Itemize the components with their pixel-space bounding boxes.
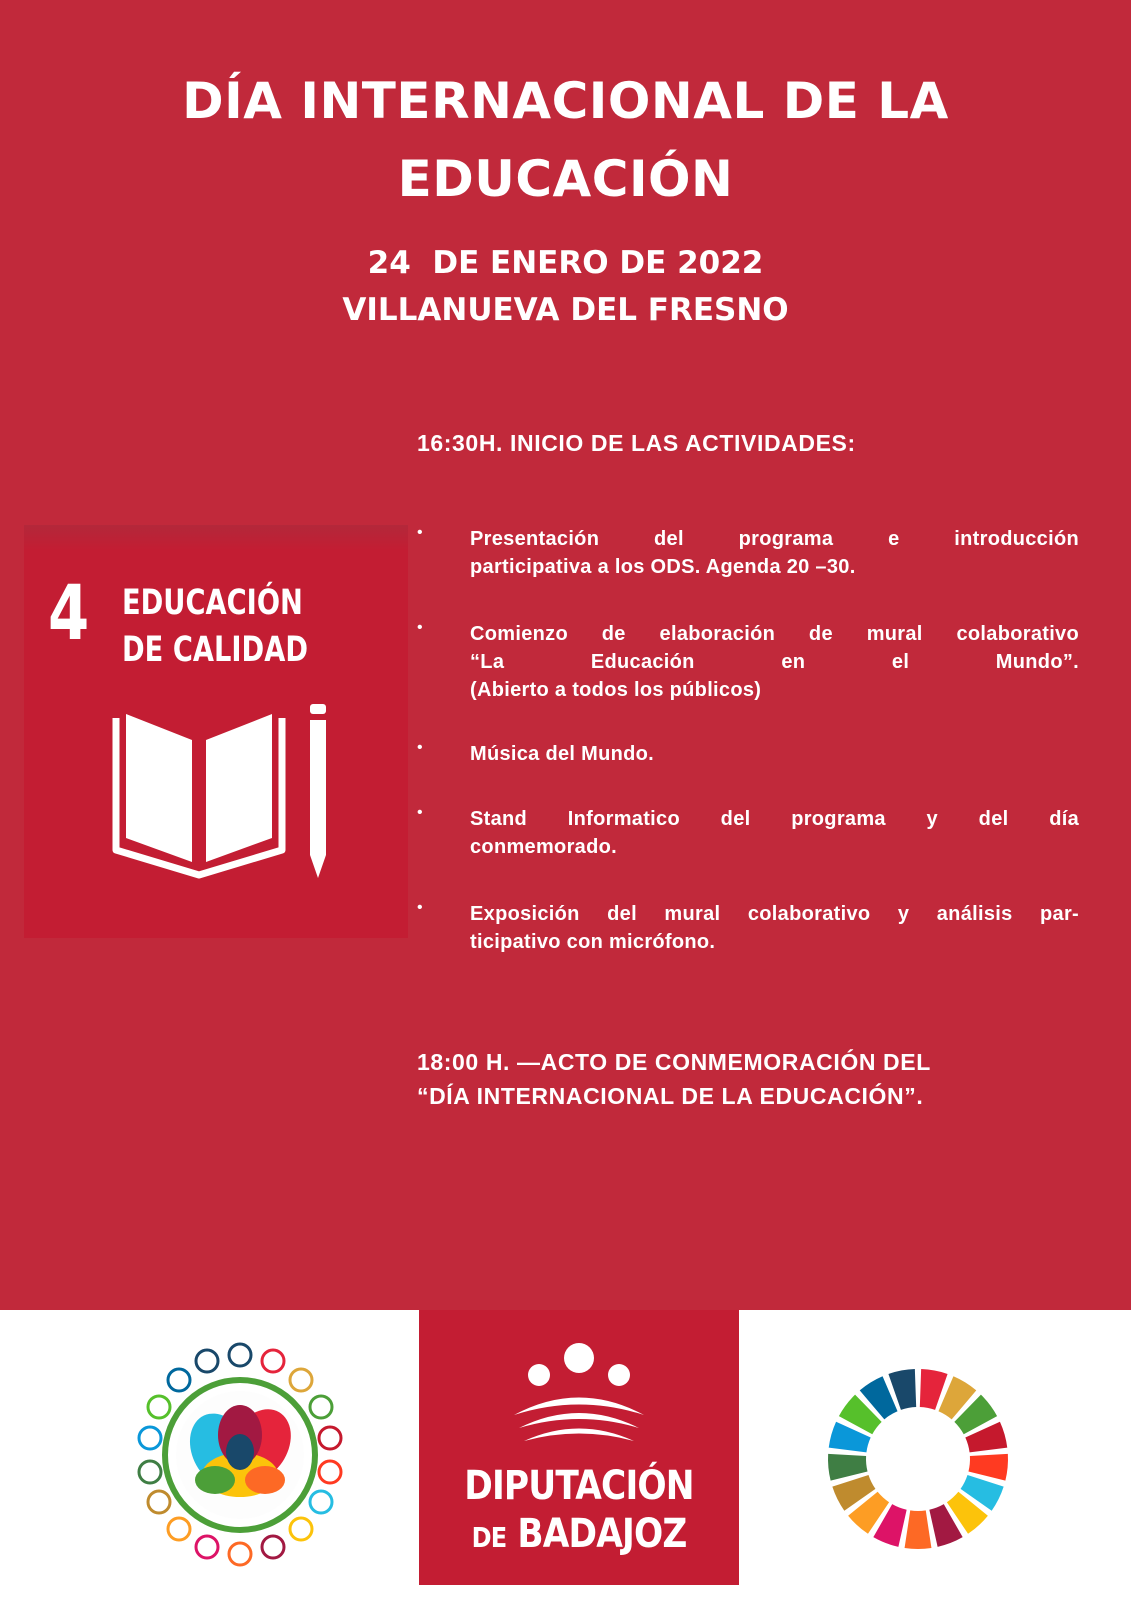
closing-line2: “DÍA INTERNACIONAL DE LA EDUCACIÓN”.: [417, 1083, 924, 1109]
crown-icon: [419, 1310, 739, 1460]
diputacion-de: DE: [471, 1521, 507, 1554]
diputacion-line1: DIPUTACIÓN: [464, 1463, 694, 1509]
activity-line: participativa a los ODS. Agenda 20 –30.: [470, 556, 856, 578]
closing-line1: 18:00 H. —ACTO DE CONMEMORACIÓN DEL: [417, 1049, 931, 1075]
activity-line: Comienzo de elaboración de mural colaborativo: [470, 623, 1079, 645]
closing-event: [417, 1045, 1079, 1113]
activity-line: “La Educación en el Mundo”.: [470, 651, 1079, 673]
diputacion-badajoz-logo: [419, 1310, 739, 1585]
event-date: 24 DE ENERO DE 2022: [367, 245, 764, 281]
footer: [0, 1310, 1131, 1600]
activity-line: ticipativo con micrófono.: [470, 931, 716, 953]
ods-hands-circle-logo: [125, 1340, 355, 1570]
activity-line: (Abierto a todos los públicos): [470, 679, 762, 701]
bullet: •: [417, 739, 423, 756]
diputacion-name: [419, 1462, 739, 1562]
sdg-color-wheel-logo: [825, 1366, 1011, 1552]
sdg-number: 4: [48, 568, 90, 657]
event-place: VILLANUEVA DEL FRESNO: [342, 292, 789, 328]
activity-line: Stand Informatico del programa y del día: [470, 808, 1079, 830]
sdg-wheel-segment: [968, 1454, 1008, 1481]
activity-line: Presentación del programa e introducción: [470, 528, 1079, 550]
activity-line: conmemorado.: [470, 836, 617, 858]
bullet: •: [417, 524, 423, 541]
sdg-4-tile: [24, 550, 408, 938]
sdg-wheel-segment: [828, 1454, 868, 1481]
diputacion-badajoz: BADAJOZ: [517, 1511, 687, 1557]
sdg-label-line2: DE CALIDAD: [122, 630, 308, 670]
title-line-1: DÍA INTERNACIONAL DE LA: [182, 72, 949, 130]
title-line-2: EDUCACIÓN: [397, 150, 734, 208]
book-and-pencil-icon: [104, 700, 344, 890]
sdg-wheel-segment: [905, 1510, 932, 1549]
bullet: •: [417, 804, 423, 821]
sdg-label-line1: EDUCACIÓN: [122, 583, 303, 623]
agenda: [417, 430, 1079, 953]
activity-line: Exposición del mural colaborativo y análisis par-: [470, 903, 1079, 925]
sdg-label: [122, 580, 308, 674]
bullet: •: [417, 899, 423, 916]
agenda-heading: 16:30H. INICIO DE LAS ACTIVIDADES:: [417, 430, 856, 456]
activity-line: Música del Mundo.: [470, 743, 654, 765]
sdg-tile-shadow: [24, 525, 408, 550]
bullet: •: [417, 619, 423, 636]
